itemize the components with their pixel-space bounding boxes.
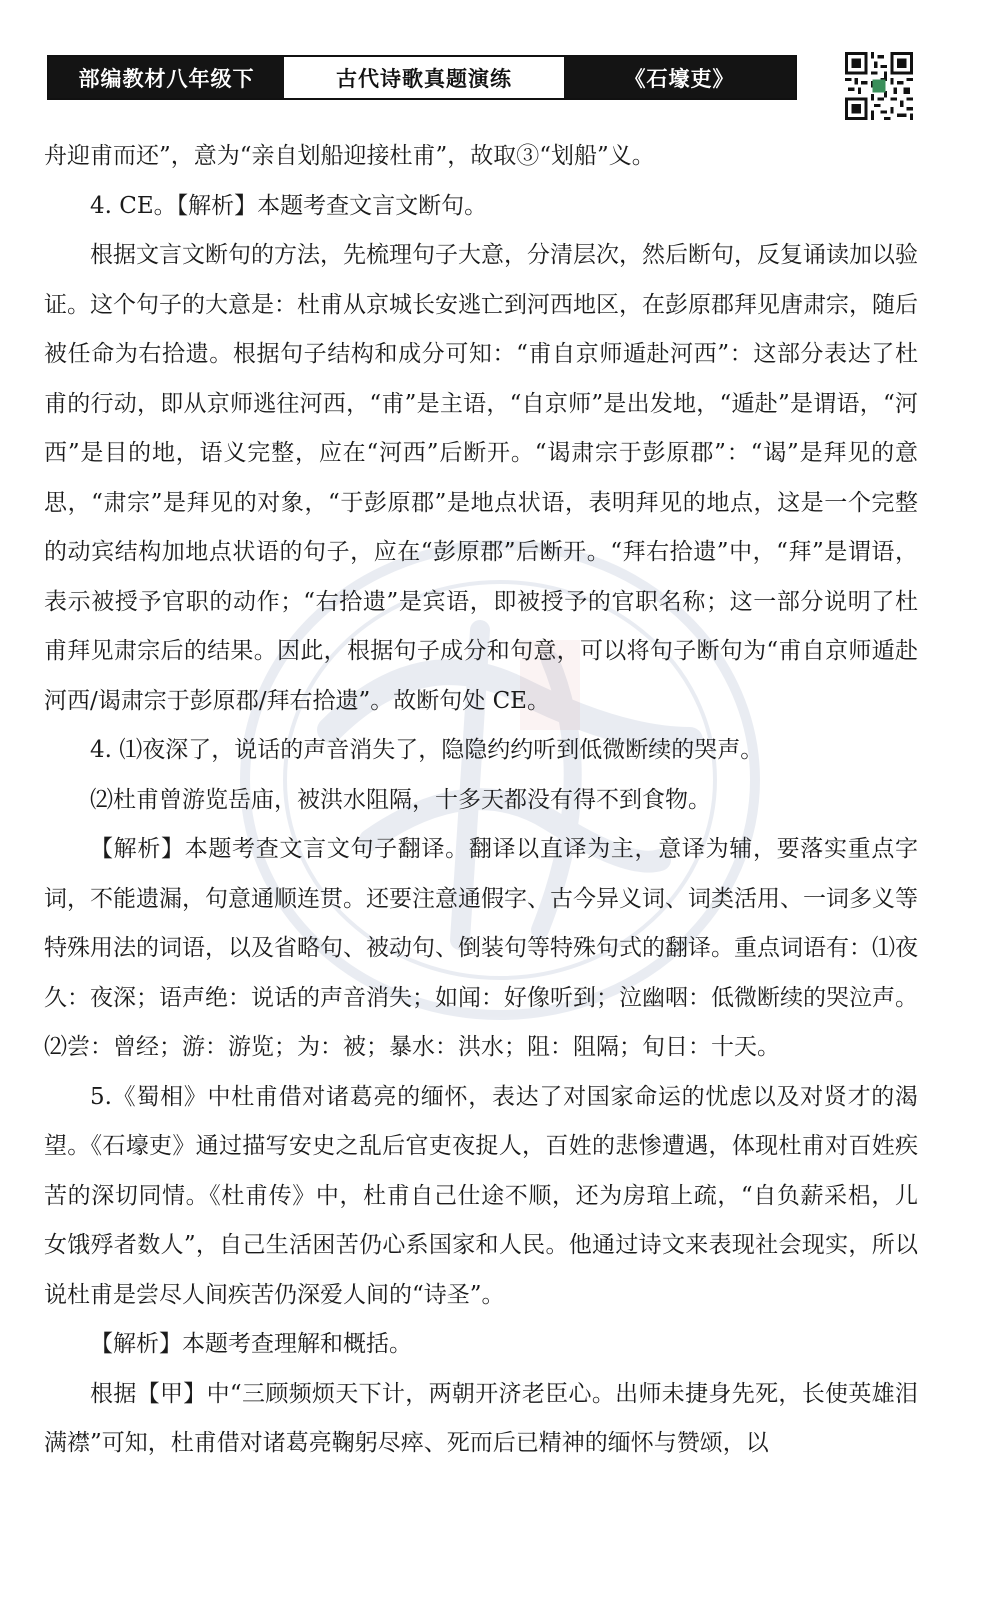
answer-content: [44, 132, 918, 1469]
paragraph-translation-1: 4. ⑴夜深了，说话的声音消失了，隐隐约约听到低微断续的哭声。: [90, 737, 764, 763]
header-section-title: 古代诗歌真题演练: [284, 57, 564, 98]
paragraph-q4-analysis: 根据文言文断句的方法，先梳理句子大意，分清层次，然后断句，反复诵读加以验证。这个句子的大意是：杜甫从京城长安逃亡到河西地区，在彭原郡拜见唐肃宗，随后被任命为右拾遗。根据句子结构和成分可知：“甫自京师遁赴河西”：这部分表达了杜甫的行动，即从京师逃往河西，“甫”是主语，“自京师”是出发地，“遁赴”是谓语，“河西”是目的地，语义完整，应在“河西”后断开。“谒肃宗于彭原郡”：“谒”是拜见的意思，“肃宗”是拜见的对象，“于彭原郡”是地点状语，表明拜见的地点，这是一个完整的动宾结构加地点状语的句子，应在“彭原郡”后断开。“拜右拾遗”中，“拜”是谓语，表示被授予官职的动作；“右拾遗”是宾语，即被授予的官职名称；这一部分说明了杜甫拜见肃宗后的结果。因此，根据句子成分和句意，可以将句子断句为“甫自京师遁赴河西/谒肃宗于彭原郡/拜右拾遗”。故断句处 CE。: [44, 242, 918, 714]
header-textbook-label: 部编教材八年级下: [49, 57, 284, 98]
paragraph-q5-analysis-label: 【解析】本题考查理解和概括。: [90, 1331, 412, 1357]
paragraph-translation-analysis: 【解析】本题考查文言文句子翻译。翻译以直译为主，意译为辅，要落实重点字词，不能遗漏，句意通顺连贯。还要注意通假字、古今异义词、词类活用、一词多义等特殊用法的词语，以及省略句、被动句、倒装句等特殊句式的翻译。重点词语有：⑴夜久：夜深；语声绝：说话的声音消失；如闻：好像听到；泣幽咽：低微断续的哭泣声。⑵尝：曾经；游：游览；为：被；暴水：洪水；阻：阻隔；旬日：十天。: [44, 836, 918, 1060]
header-bar: [47, 55, 797, 100]
header-poem-title: 《石壕吏》: [564, 57, 795, 98]
paragraph-continued: 舟迎甫而还”，意为“亲自划船迎接杜甫”，故取③“划船”义。: [44, 143, 655, 169]
paragraph-q5-analysis: 根据【甲】中“三顾频烦天下计，两朝开济老臣心。出师未捷身先死，长使英雄泪满襟”可知，杜甫借对诸葛亮鞠躬尽瘁、死而后已精神的缅怀与赞颂，以: [44, 1380, 918, 1456]
paragraph-translation-2: ⑵杜甫曾游览岳庙，被洪水阻隔，十多天都没有得不到食物。: [90, 786, 711, 813]
qr-code-icon: [845, 52, 913, 120]
paragraph-q5-answer: 5.《蜀相》中杜甫借对诸葛亮的缅怀，表达了对国家命运的忧虑以及对贤才的渴望。《石壕吏》通过描写安史之乱后官吏夜捉人，百姓的悲惨遭遇，体现杜甫对百姓疾苦的深切同情。《杜甫传》中，杜甫自己仕途不顺，还为房琯上疏，“自负薪采梠，儿女饿殍者数人”，自己生活困苦仍心系国家和人民。他通过诗文来表现社会现实，所以说杜甫是尝尽人间疾苦仍深爱人间的“诗圣”。: [44, 1083, 918, 1308]
paragraph-q4-answer: 4. CE。【解析】本题考查文言文断句。: [90, 192, 488, 219]
